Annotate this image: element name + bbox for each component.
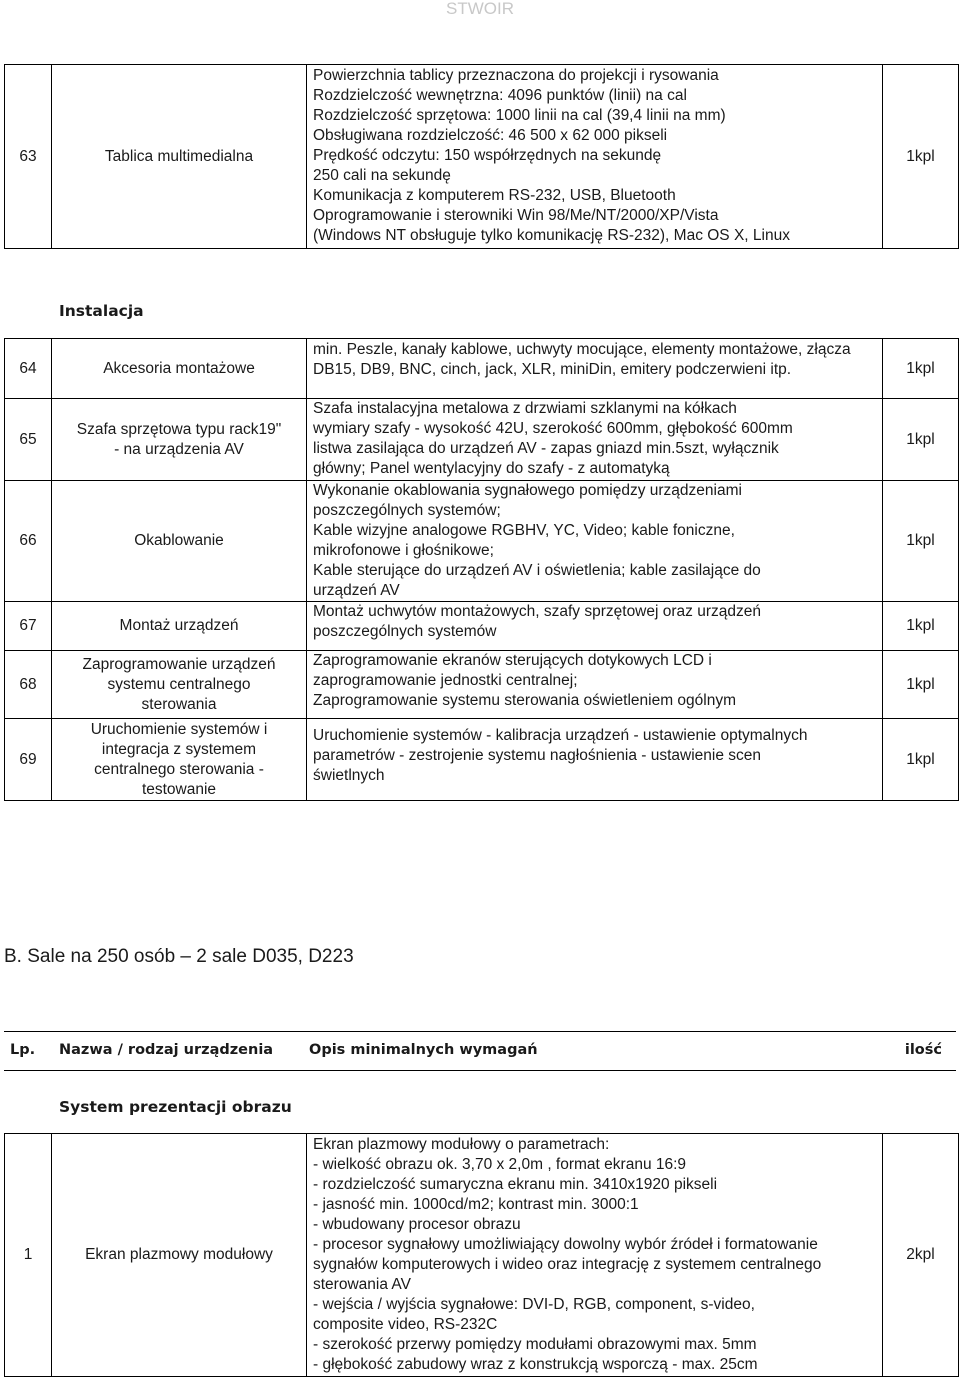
row-name: Akcesoria montażowe	[52, 339, 307, 399]
column-header-row	[4, 1031, 956, 1071]
column-header-name: Nazwa / rodzaj urządzenia	[59, 1042, 274, 1058]
row-name: Zaprogramowanie urządzeń systemu centralnego sterowania	[52, 651, 307, 719]
row-lp: 67	[5, 602, 52, 651]
row-lp: 64	[5, 339, 52, 399]
column-header-desc: Opis minimalnych wymagań	[309, 1042, 538, 1058]
table-row	[5, 399, 959, 481]
row-qty: 1kpl	[883, 651, 959, 719]
column-header-lp: Lp.	[10, 1042, 36, 1058]
row-qty: 2kpl	[883, 1134, 959, 1377]
row-name: Okablowanie	[52, 481, 307, 602]
table-row	[5, 719, 959, 801]
row-name: Tablica multimedialna	[52, 65, 307, 249]
column-header-qty: ilość	[904, 1042, 942, 1058]
table-row	[5, 602, 959, 651]
row-name: Montaż urządzeń	[52, 602, 307, 651]
row-lp: 1	[5, 1134, 52, 1377]
row-desc: Ekran plazmowy modułowy o parametrach: - wielkość obrazu ok. 3,70 x 2,0m , format ekranu 16:9 - rozdzielczość sumaryczna ekranu min. 3410x1920 pikseli - jasność min. 1000cd/m2; kontrast min. 3000:1 - wbudowany procesor obrazu - procesor sygnałowy umożliwiający dowolny wybór źródeł i formatowanie sygnałów komputerowych i wideo oraz integrację z systemem centralnego sterowania AV - wejścia / wyjścia sygnałowe: DVI-D, RGB, component, s-video, composite video, RS-232C - szerokość przerwy pomiędzy modułami obrazowymi max. 5mm - głębokość zabudowy wraz z konstrukcją wsporczą - max. 25cm	[307, 1134, 883, 1377]
row-qty: 1kpl	[883, 399, 959, 481]
row-qty: 1kpl	[883, 481, 959, 602]
row-lp: 65	[5, 399, 52, 481]
table-row	[5, 651, 959, 719]
equipment-table-top	[4, 64, 959, 249]
equipment-table-instalacja	[4, 338, 959, 801]
row-name: Uruchomienie systemów i integracja z systemem centralnego sterowania - testowanie	[52, 719, 307, 801]
section-title-instalacja: Instalacja	[59, 302, 144, 320]
row-desc: Uruchomienie systemów - kalibracja urządzeń - ustawienie optymalnych parametrów - zestrojenie systemu nagłośnienia - ustawienie scen świetlnych	[307, 719, 883, 801]
row-lp: 68	[5, 651, 52, 719]
table-row	[5, 339, 959, 399]
row-lp: 69	[5, 719, 52, 801]
row-desc: Wykonanie okablowania sygnałowego pomiędzy urządzeniami poszczególnych systemów; Kable wizyjne analogowe RGBHV, YC, Video; kable foniczne, mikrofonowe i głośnikowe; Kable sterujące do urządzeń AV i oświetlenia; kable zasilające do urządzeń AV	[307, 481, 883, 602]
section-title-b: B. Sale na 250 osób – 2 sale D035, D223	[4, 946, 354, 967]
row-qty: 1kpl	[883, 719, 959, 801]
row-desc: min. Peszle, kanały kablowe, uchwyty mocujące, elementy montażowe, złącza DB15, DB9, BNC, cinch, jack, XLR, miniDin, emitery podczerwieni itp.	[307, 339, 883, 399]
row-name: Ekran plazmowy modułowy	[52, 1134, 307, 1377]
page-header-watermark: STWOIR	[446, 0, 514, 18]
table-row	[5, 1134, 959, 1377]
row-lp: 63	[5, 65, 52, 249]
row-qty: 1kpl	[883, 339, 959, 399]
table-row	[5, 481, 959, 602]
row-qty: 1kpl	[883, 65, 959, 249]
row-qty: 1kpl	[883, 602, 959, 651]
row-lp: 66	[5, 481, 52, 602]
row-name: Szafa sprzętowa typu rack19" - na urządzenia AV	[52, 399, 307, 481]
row-desc: Montaż uchwytów montażowych, szafy sprzętowej oraz urządzeń poszczególnych systemów	[307, 602, 883, 651]
row-desc: Powierzchnia tablicy przeznaczona do projekcji i rysowania Rozdzielczość wewnętrzna: 4096 punktów (linii) na cal Rozdzielczość sprzętowa: 1000 linii na cal (39,4 linii na mm) Obsługiwana rozdzielczość: 46 500 x 62 000 pikseli Prędkość odczytu: 150 współrzędnych na sekundę 250 cali na sekundę Komunikacja z komputerem RS-232, USB, Bluetooth Oprogramowanie i sterowniki Win 98/Me/NT/2000/XP/Vista (Windows NT obsługuje tylko komunikację RS-232), Mac OS X, Linux	[307, 65, 883, 249]
row-desc: Szafa instalacyjna metalowa z drzwiami szklanymi na kółkach wymiary szafy - wysokość 42U, szerokość 600mm, głębokość 600mm listwa zasilająca do urządzeń AV - zapas gniazd min.5szt, wyłącznik główny; Panel wentylacyjny do szafy - z automatyką	[307, 399, 883, 481]
row-desc: Zaprogramowanie ekranów sterujących dotykowych LCD i zaprogramowanie jednostki centralnej; Zaprogramowanie systemu sterowania oświetleniem ogólnym	[307, 651, 883, 719]
table-row	[5, 65, 959, 249]
section-title-prezentacja: System prezentacji obrazu	[59, 1098, 292, 1116]
equipment-table-prezentacja	[4, 1133, 959, 1377]
